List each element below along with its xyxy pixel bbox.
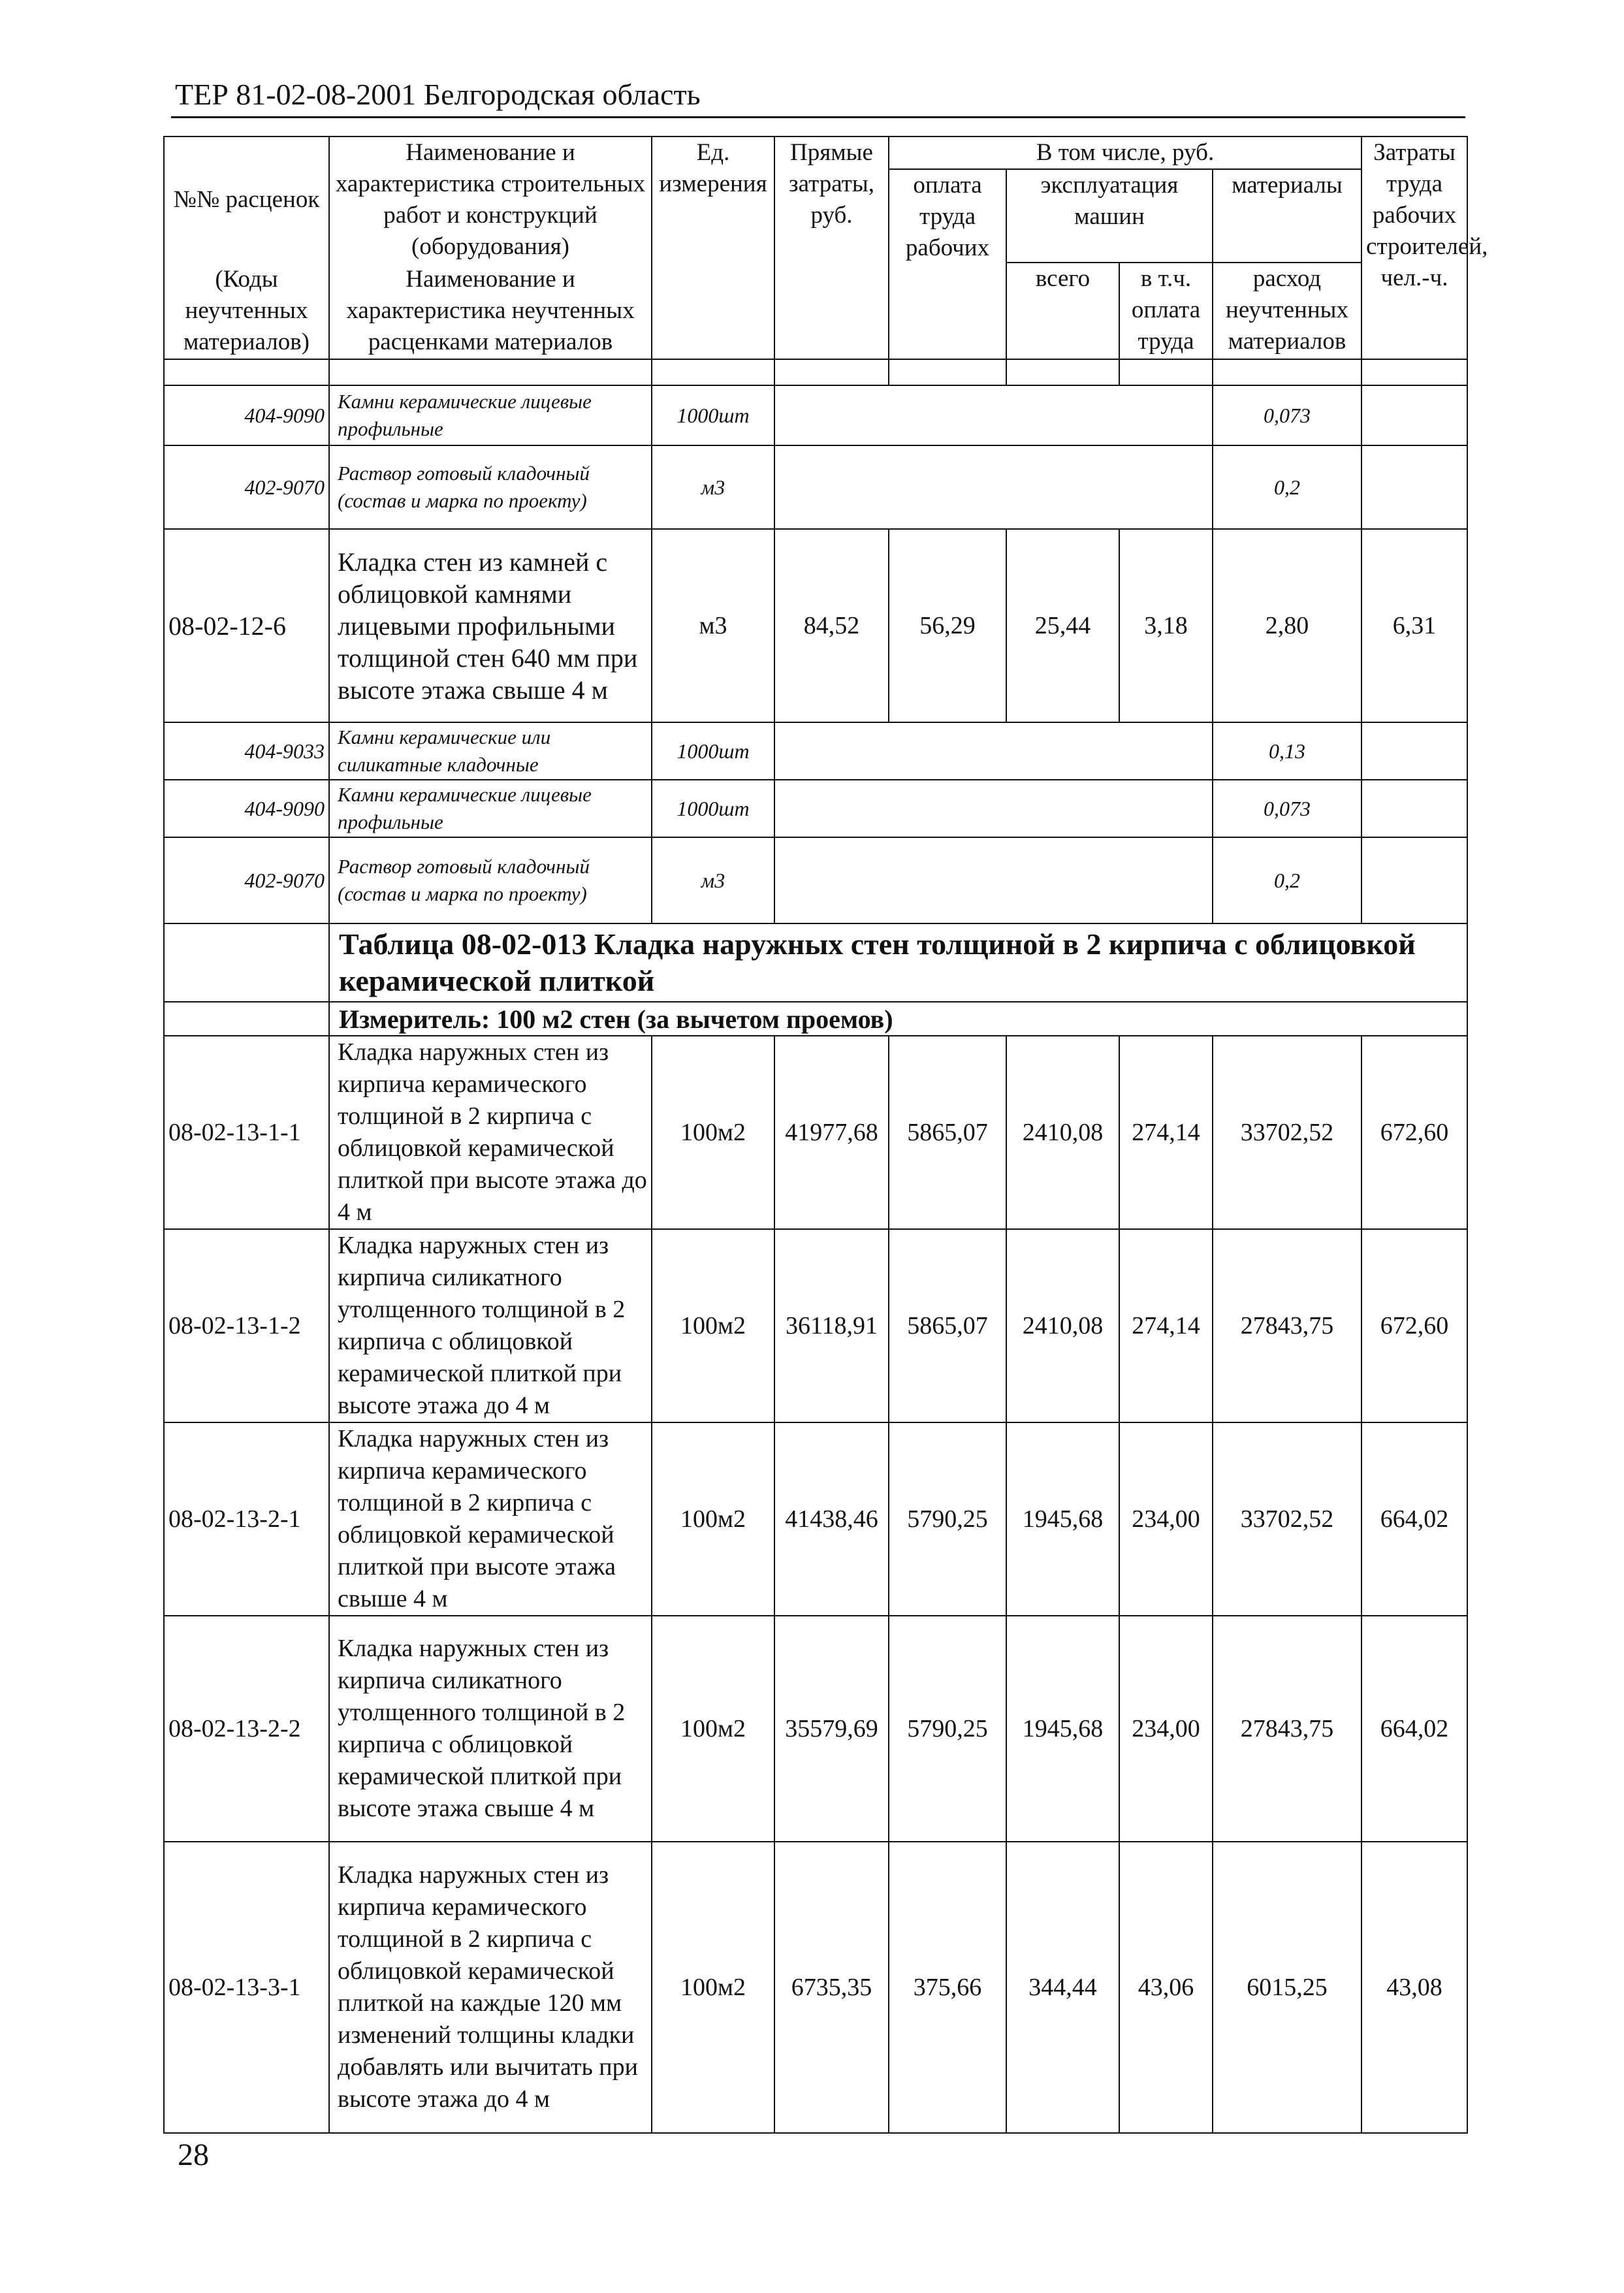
section-measurer: Измеритель: 100 м2 стен (за вычетом проемов) — [329, 1002, 1467, 1036]
rate-labor: 5790,25 — [889, 1422, 1006, 1616]
table-row — [164, 445, 1467, 529]
material-qty: 0,073 — [1213, 780, 1361, 837]
page-number: 28 — [178, 2138, 209, 2172]
material-code: 404-9090 — [164, 385, 329, 445]
rate-unit: 100м2 — [652, 1616, 774, 1842]
table-row — [164, 1036, 1467, 1229]
material-name: Камни керамические лицевые профильные — [329, 385, 652, 445]
hdr-mat-name: Наименование и характеристика неучтенных расценками материалов — [329, 263, 652, 359]
table-row — [164, 837, 1467, 923]
table-row — [164, 722, 1467, 780]
rate-mach-total: 25,44 — [1006, 529, 1119, 722]
table-row — [164, 780, 1467, 837]
rate-hours: 672,60 — [1361, 1036, 1467, 1229]
table-row — [164, 529, 1467, 722]
rate-labor: 5865,07 — [889, 1229, 1006, 1422]
rate-code: 08-02-12-6 — [164, 529, 329, 722]
material-unit: 1000шт — [652, 780, 774, 837]
rate-code: 08-02-13-3-1 — [164, 1842, 329, 2133]
rate-hours: 664,02 — [1361, 1616, 1467, 1842]
rate-materials: 6015,25 — [1213, 1842, 1361, 2133]
material-unit: м3 — [652, 837, 774, 923]
rate-mach-labor: 3,18 — [1119, 529, 1213, 722]
hdr-mach-total: всего — [1006, 263, 1119, 359]
rate-labor: 5865,07 — [889, 1036, 1006, 1229]
rate-hours: 672,60 — [1361, 1229, 1467, 1422]
material-unit: м3 — [652, 445, 774, 529]
table-row — [164, 1422, 1467, 1616]
hdr-code: №№ расценок — [164, 136, 329, 263]
rate-hours: 43,08 — [1361, 1842, 1467, 2133]
material-unit: 1000шт — [652, 722, 774, 780]
rate-code: 08-02-13-2-1 — [164, 1422, 329, 1616]
rate-unit: 100м2 — [652, 1036, 774, 1229]
hdr-materials: материалы — [1213, 169, 1361, 263]
material-qty: 0,13 — [1213, 722, 1361, 780]
rate-mach-labor: 43,06 — [1119, 1842, 1213, 2133]
rate-name: Кладка наружных стен из кирпича керамического толщиной в 2 кирпича с облицовкой керамической плиткой на каждые 120 мм изменений толщины кладки добавлять или вычитать при высоте этажа до 4 м — [329, 1842, 652, 2133]
material-code: 402-9070 — [164, 445, 329, 529]
table-row — [164, 1616, 1467, 1842]
rate-unit: 100м2 — [652, 1422, 774, 1616]
hdr-mat-unaccounted: расход неучтенных материалов — [1213, 263, 1361, 359]
rate-direct: 84,52 — [774, 529, 889, 722]
rate-mach-total: 2410,08 — [1006, 1229, 1119, 1422]
hdr-mach-labor: в т.ч. оплата труда — [1119, 263, 1213, 359]
running-header: ТЕР 81-02-08-2001 Белгородская область — [175, 78, 701, 111]
rate-mach-total: 2410,08 — [1006, 1036, 1119, 1229]
rate-direct: 41977,68 — [774, 1036, 889, 1229]
rate-labor: 5790,25 — [889, 1616, 1006, 1842]
material-name: Камни керамические или силикатные кладочные — [329, 722, 652, 780]
table-row — [164, 385, 1467, 445]
rate-mach-total: 1945,68 — [1006, 1422, 1119, 1616]
hdr-hours: Затраты труда рабочих строителей, чел.-ч. — [1361, 136, 1467, 359]
hdr-labor: оплата труда рабочих — [889, 169, 1006, 359]
material-qty: 0,073 — [1213, 385, 1361, 445]
material-name: Раствор готовый кладочный (состав и марка по проекту) — [329, 837, 652, 923]
material-name: Камни керамические лицевые профильные — [329, 780, 652, 837]
rate-direct: 36118,91 — [774, 1229, 889, 1422]
table-row — [164, 1229, 1467, 1422]
rate-direct: 35579,69 — [774, 1616, 889, 1842]
rate-materials: 27843,75 — [1213, 1229, 1361, 1422]
hdr-machines: эксплуатация машин — [1006, 169, 1213, 263]
rate-labor: 56,29 — [889, 529, 1006, 722]
material-qty: 0,2 — [1213, 837, 1361, 923]
rate-name: Кладка стен из камней с облицовкой камнями лицевыми профильными толщиной стен 640 мм при высоте этажа свыше 4 м — [329, 529, 652, 722]
hdr-direct: Прямые затраты, руб. — [774, 136, 889, 359]
rate-mach-labor: 274,14 — [1119, 1229, 1213, 1422]
rate-direct: 6735,35 — [774, 1842, 889, 2133]
rate-code: 08-02-13-1-1 — [164, 1036, 329, 1229]
rate-name: Кладка наружных стен из кирпича силикатного утолщенного толщиной в 2 кирпича с облицовкой керамической плиткой при высоте этажа свыше 4 м — [329, 1616, 652, 1842]
rate-materials: 2,80 — [1213, 529, 1361, 722]
rate-mach-labor: 274,14 — [1119, 1036, 1213, 1229]
rate-code: 08-02-13-2-2 — [164, 1616, 329, 1842]
material-code: 402-9070 — [164, 837, 329, 923]
rate-unit: м3 — [652, 529, 774, 722]
hdr-mat-code: (Коды неучтенных материалов) — [164, 263, 329, 359]
rate-code: 08-02-13-1-2 — [164, 1229, 329, 1422]
rate-direct: 41438,46 — [774, 1422, 889, 1616]
section-title: Таблица 08-02-013 Кладка наружных стен толщиной в 2 кирпича с облицовкой керамической плиткой — [329, 923, 1467, 1002]
rate-materials: 33702,52 — [1213, 1422, 1361, 1616]
material-unit: 1000шт — [652, 385, 774, 445]
hdr-including: В том числе, руб. — [889, 136, 1361, 169]
rate-mach-labor: 234,00 — [1119, 1422, 1213, 1616]
header-rule — [171, 116, 1465, 118]
rates-table — [163, 136, 1488, 2134]
hdr-unit: Ед. измерения — [652, 136, 774, 359]
rate-mach-labor: 234,00 — [1119, 1616, 1213, 1842]
rate-name: Кладка наружных стен из кирпича силикатного утолщенного толщиной в 2 кирпича с облицовкой керамической плиткой при высоте этажа до 4 м — [329, 1229, 652, 1422]
rate-mach-total: 1945,68 — [1006, 1616, 1119, 1842]
rate-materials: 33702,52 — [1213, 1036, 1361, 1229]
material-qty: 0,2 — [1213, 445, 1361, 529]
material-name: Раствор готовый кладочный (состав и марка по проекту) — [329, 445, 652, 529]
rate-hours: 664,02 — [1361, 1422, 1467, 1616]
material-code: 404-9090 — [164, 780, 329, 837]
rate-hours: 6,31 — [1361, 529, 1467, 722]
table-row — [164, 1842, 1467, 2133]
rate-mach-total: 344,44 — [1006, 1842, 1119, 2133]
rate-labor: 375,66 — [889, 1842, 1006, 2133]
hdr-name: Наименование и характеристика строительных работ и конструкций (оборудования) — [329, 136, 652, 263]
material-code: 404-9033 — [164, 722, 329, 780]
rate-unit: 100м2 — [652, 1229, 774, 1422]
rate-unit: 100м2 — [652, 1842, 774, 2133]
rate-name: Кладка наружных стен из кирпича керамического толщиной в 2 кирпича с облицовкой керамической плиткой при высоте этажа свыше 4 м — [329, 1422, 652, 1616]
rate-name: Кладка наружных стен из кирпича керамического толщиной в 2 кирпича с облицовкой керамической плиткой при высоте этажа до 4 м — [329, 1036, 652, 1229]
rate-materials: 27843,75 — [1213, 1616, 1361, 1842]
